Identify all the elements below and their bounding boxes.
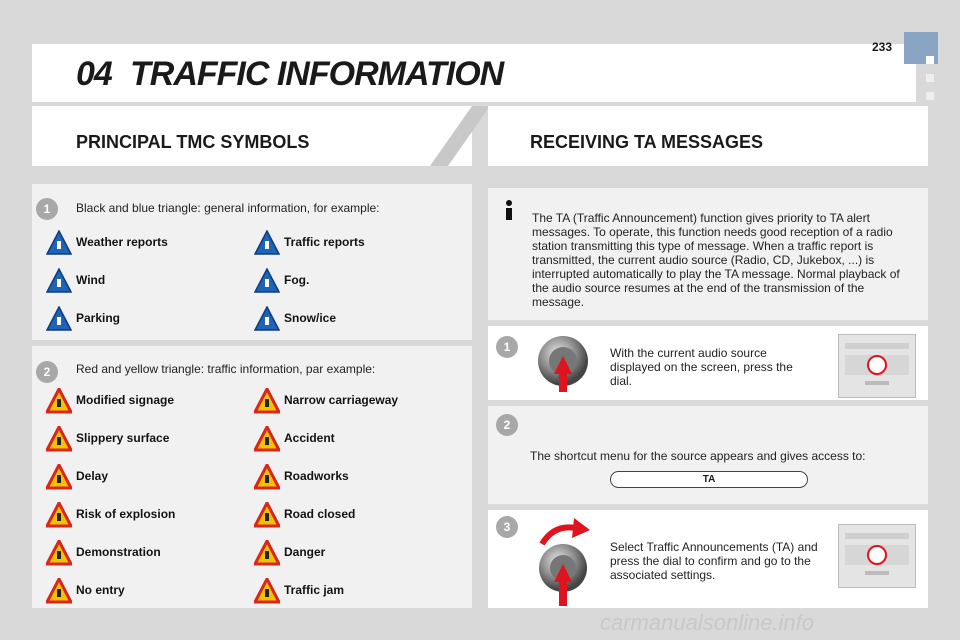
symbol-label: Weather reports xyxy=(76,235,168,249)
warning-triangle-icon xyxy=(254,540,280,566)
info-triangle-icon xyxy=(254,268,280,294)
symbol-label: Fog. xyxy=(284,273,310,287)
step1-text: With the current audio source displayed on the screen, press the dial. xyxy=(610,346,793,388)
symbol-label: Road closed xyxy=(284,507,356,521)
symbol-label: No entry xyxy=(76,583,125,597)
dial-rotate-press-icon xyxy=(534,518,598,608)
info-icon xyxy=(498,200,520,222)
info-triangle-icon xyxy=(46,230,72,256)
info-triangle-icon xyxy=(46,268,72,294)
warning-triangle-icon xyxy=(46,578,72,604)
step-number: 1 xyxy=(36,198,58,220)
warning-triangle-icon xyxy=(254,578,280,604)
step-number: 1 xyxy=(496,336,518,358)
step-number: 3 xyxy=(496,516,518,538)
symbol-label: Accident xyxy=(284,431,335,445)
step-number: 2 xyxy=(36,361,58,383)
warning-triangle-icon xyxy=(46,464,72,490)
radio-panel-icon xyxy=(838,334,916,398)
symbol-label: Slippery surface xyxy=(76,431,170,445)
symbol-label: Danger xyxy=(284,545,326,559)
watermark: carmanualsonline.info xyxy=(600,610,815,635)
symbol-label: Narrow carriageway xyxy=(284,393,399,407)
warning-triangle-icon xyxy=(254,502,280,528)
warning-triangle-icon xyxy=(46,502,72,528)
symbol-label: Delay xyxy=(76,469,109,483)
info-triangle-icon xyxy=(254,230,280,256)
info-triangle-icon xyxy=(254,306,280,332)
nav-dot xyxy=(926,56,934,64)
warning-triangle-icon xyxy=(254,464,280,490)
step-number: 2 xyxy=(496,414,518,436)
page-title: TRAFFIC INFORMATION xyxy=(130,55,504,93)
dial-press-icon xyxy=(536,334,592,396)
nav-dot xyxy=(926,74,934,82)
symbol-label: Wind xyxy=(76,273,106,287)
general-intro: Black and blue triangle: general information, for example: xyxy=(76,201,380,215)
warning-triangle-icon xyxy=(254,388,280,414)
chapter-number: 04 xyxy=(76,55,112,93)
right-section-title: RECEIVING TA MESSAGES xyxy=(530,132,764,152)
symbol-label: Snow/ice xyxy=(284,311,337,325)
warning-triangle-icon xyxy=(46,426,72,452)
symbol-label: Traffic jam xyxy=(284,583,345,597)
page-number: 233 xyxy=(872,40,893,54)
left-section-title: PRINCIPAL TMC SYMBOLS xyxy=(76,132,310,152)
symbol-label: Parking xyxy=(76,311,121,325)
symbol-label: Modified signage xyxy=(76,393,175,407)
symbol-label: Traffic reports xyxy=(284,235,365,249)
warning-triangle-icon xyxy=(46,540,72,566)
nav-dot xyxy=(926,92,934,100)
symbol-label: Risk of explosion xyxy=(76,507,176,521)
ta-menu-option[interactable]: TA xyxy=(610,471,808,488)
info-triangle-icon xyxy=(46,306,72,332)
warning-triangle-icon xyxy=(254,426,280,452)
step2-text: The shortcut menu for the source appears and gives access to: xyxy=(530,449,866,463)
symbol-label: Roadworks xyxy=(284,469,349,483)
symbol-label: Demonstration xyxy=(76,545,161,559)
ta-description: The TA (Traffic Announcement) function gives priority to TA alert messages. To operate, this function needs good reception of a radio station transmitting this type of message. When a traffic report is transmitted, the current audio source (Radio, CD, Jukebox, ...) is interrupted automatically to play the TA message. Normal playback of the audio source resumes at the end of the transmission of the message. xyxy=(532,211,900,309)
traffic-intro: Red and yellow triangle: traffic information, par example: xyxy=(76,362,376,376)
radio-panel-icon xyxy=(838,524,916,588)
step3-text: Select Traffic Announcements (TA) and press the dial to confirm and go to the associated settings. xyxy=(610,540,818,582)
title-diagonal xyxy=(430,106,490,166)
warning-triangle-icon xyxy=(46,388,72,414)
